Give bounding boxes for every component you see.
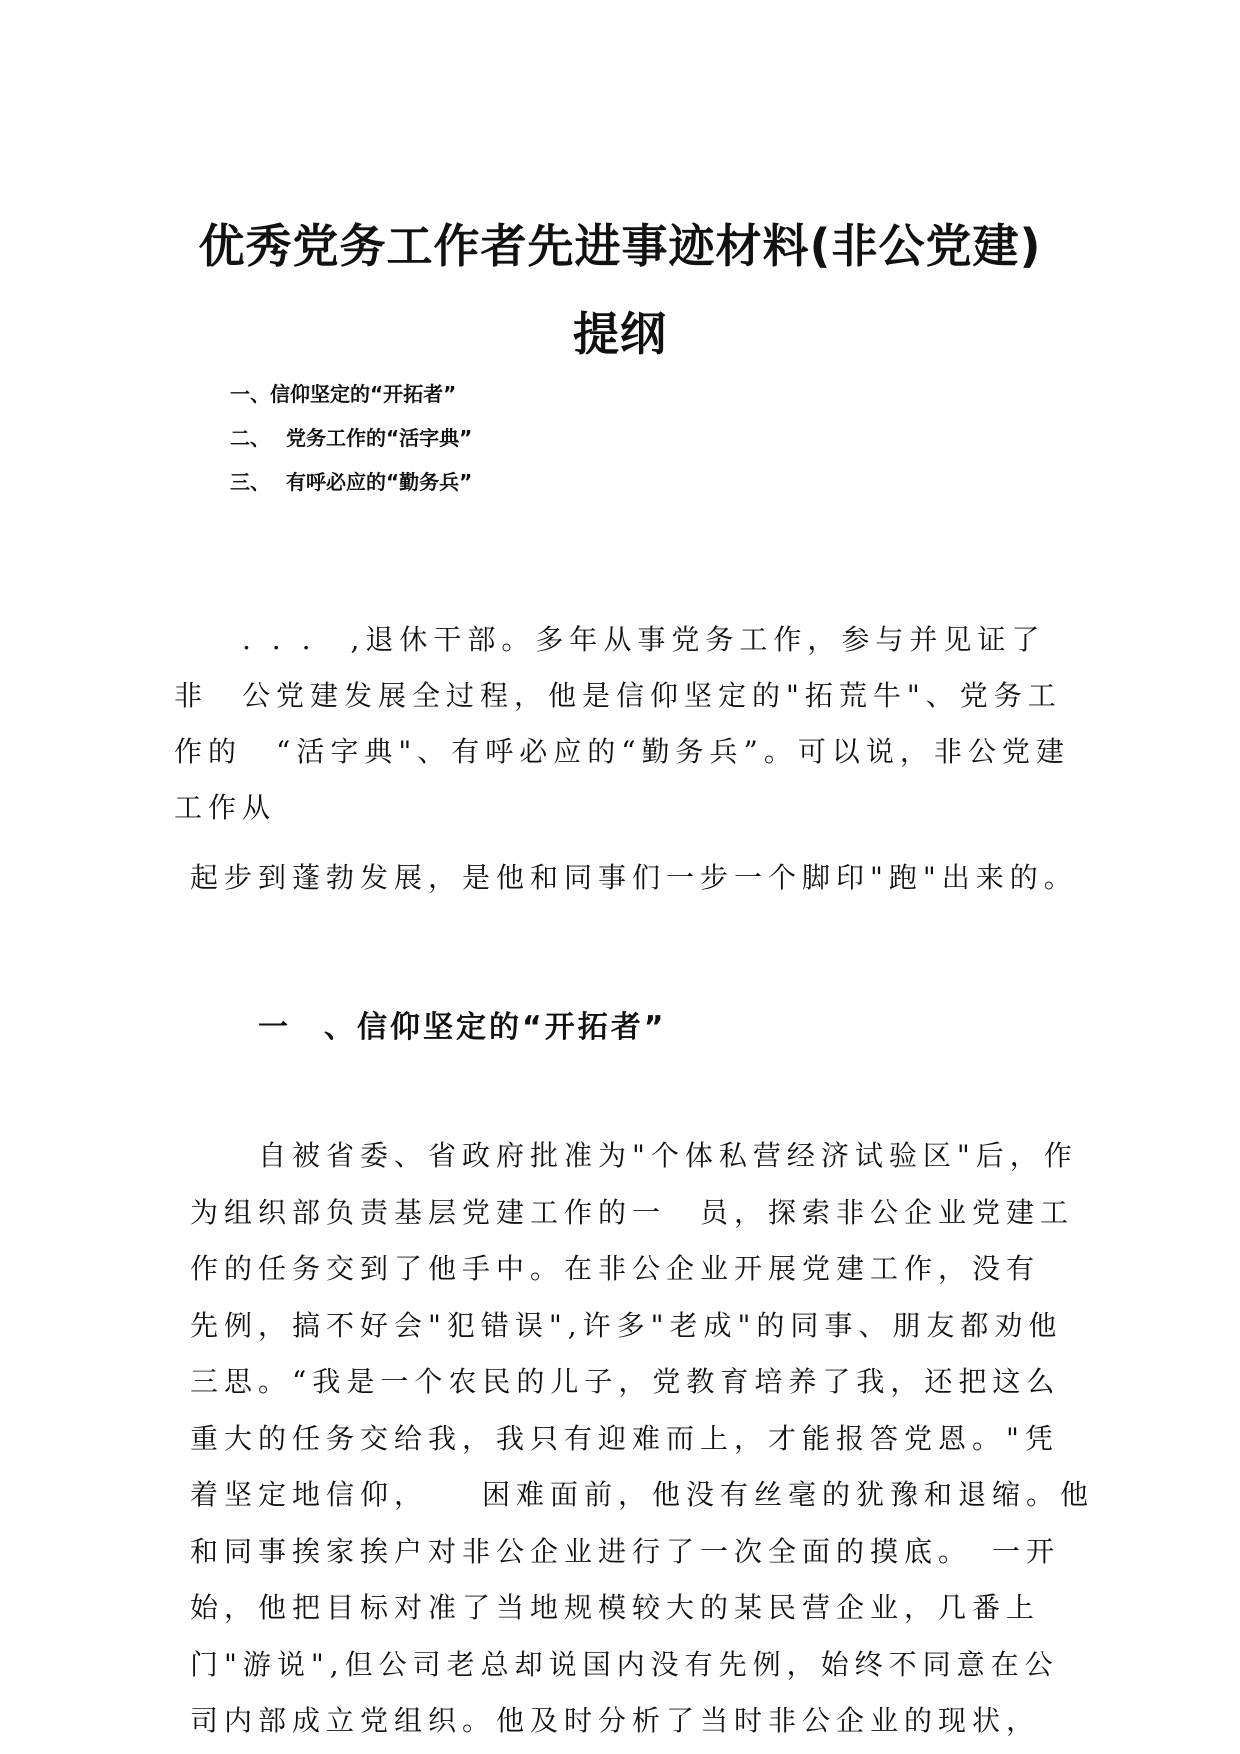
body-line: 始，他把目标对准了当地规模较大的某民营企业，几番上 xyxy=(190,1591,1041,1624)
intro-paragraph-tail: 起步到蓬勃发展，是他和同事们一步一个脚印"跑"出来的。 xyxy=(190,861,1078,894)
outline-item xyxy=(230,372,472,416)
body-line: 为组织部负责基层党建工作的一 员，探索非公企业党建工 xyxy=(190,1195,1075,1229)
intro-line: 作的 “活字典"、有呼必应的“勤务兵”。可以说，非公党建 xyxy=(174,735,1070,768)
outline-item-number: 二、 xyxy=(230,426,270,450)
outline-item-text: 党务工作的“活字典” xyxy=(286,426,473,450)
intro-line: . . . ,退休干部。多年从事党务工作，参与并见证了 xyxy=(174,623,1046,656)
document-title-line-1: 优秀党务工作者先进事迹材料(非公党建) xyxy=(198,219,1042,273)
intro-paragraph xyxy=(174,612,1070,836)
outline-list xyxy=(230,372,472,504)
outline-item-number: 一、 xyxy=(230,382,270,406)
section-body-paragraph xyxy=(190,1128,1094,1750)
outline-item xyxy=(230,460,472,504)
body-line: 先例，搞不好会"犯错误",许多"老成"的同事、朋友都劝他 xyxy=(190,1308,1063,1342)
body-line: 司内部成立党组织。他及时分析了当时非公企业的现状， xyxy=(190,1704,1041,1737)
body-line: 着坚定地信仰， 困难面前，他没有丝毫的犹豫和退缩。他 xyxy=(190,1478,1095,1511)
body-line: 作的任务交到了他手中。在非公企业开展党建工作，没有 xyxy=(190,1252,1041,1285)
outline-item-text: 信仰坚定的“开拓者” xyxy=(270,382,457,406)
outline-item xyxy=(230,416,472,460)
body-line: 门"游说",但公司老总却说国内没有先例，始终不同意在公 xyxy=(190,1647,1059,1681)
outline-item-text: 有呼必应的“勤务兵” xyxy=(286,470,473,494)
document-title-line-2: 提纲 xyxy=(573,307,667,361)
section-heading: 一 、信仰坚定的“开拓者” xyxy=(258,1010,667,1045)
body-line: 重大的任务交给我，我只有迎难而上，才能报答党恩。"凭 xyxy=(190,1421,1059,1455)
intro-line: 非 公党建发展全过程，他是信仰坚定的"拓荒牛"、党务工 xyxy=(174,679,1062,712)
outline-item-number: 三、 xyxy=(230,470,270,494)
intro-line: 工作从 xyxy=(174,791,277,824)
body-line: 三思。“我是一个农民的儿子，党教育培养了我，还把这么 xyxy=(190,1365,1061,1398)
body-line: 和同事挨家挨户对非公企业进行了一次全面的摸底。 一开 xyxy=(190,1534,1061,1568)
body-line: 自被省委、省政府批准为"个体私营经济试验区"后，作 xyxy=(190,1139,1078,1172)
